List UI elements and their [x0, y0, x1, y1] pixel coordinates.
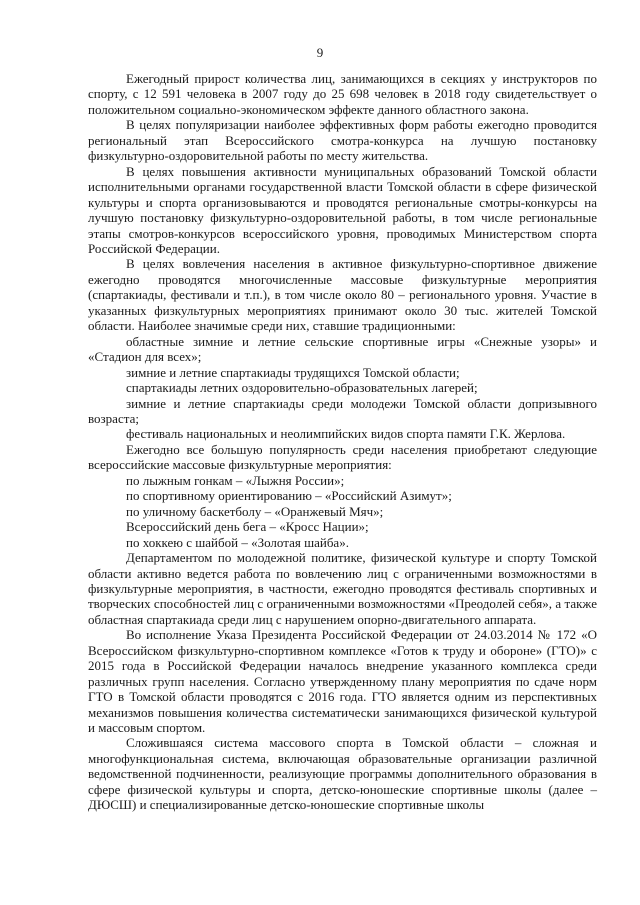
paragraph: Во исполнение Указа Президента Российской Федерации от 24.03.2014 № 172 «О Всероссийском физкультурно-спортивном комплексе «Готов к труду и обороне» (ГТО)» с 2015 года в Российской Федерации началось внедрение указанного комплекса среди различных групп населения. Согласно утвержденному плану мероприятия по сдаче норм ГТО в Томской области проводятся с 2016 года. ГТО является одним из перспективных механизмов повышения количества систематически занимающихся физической культурой и массовым спортом.	[88, 627, 597, 736]
list-item: по уличному баскетболу – «Оранжевый Мяч»;	[126, 503, 384, 519]
list-item: зимние и летние спартакиады среди молодежи Томской области допризывного возраста;	[88, 395, 597, 426]
paragraph: В целях повышения активности муниципальных образований Томской области исполнительными органами государственной власти Томской области в сфере физической культуры и спорта организовываются и проводятся региональные смотры-конкурсы на лучшую постановку физкультурно-оздоровительной работы, в том числе региональные этапы смотров-конкурсов всероссийского уровня, проводимых Министерством спорта Российской Федерации.	[88, 163, 597, 256]
paragraph: Ежегодный прирост количества лиц, занимающихся в секциях у инструкторов по спорту, с 12 591 человека в 2007 году до 25 698 человек в 2018 году свидетельствует о положительном социально-экономическом эффекте данного областного закона.	[88, 71, 597, 117]
list-item: фестиваль национальных и неолимпийских видов спорта памяти Г.К. Жерлова.	[126, 426, 566, 442]
list-item: по хоккею с шайбой – «Золотая шайба».	[126, 534, 349, 550]
list-item: зимние и летние спартакиады трудящихся Томской области;	[126, 364, 460, 380]
list-item: областные зимние и летние сельские спортивные игры «Снежные узоры» и «Стадион для всех»;	[88, 333, 597, 365]
list-item: Всероссийский день бега – «Кросс Нации»;	[126, 519, 369, 535]
paragraph: Ежегодно все большую популярность среди населения приобретают следующие всероссийские массовые физкультурные мероприятия:	[88, 441, 597, 473]
paragraph: В целях популяризации наиболее эффективных форм работы ежегодно проводится региональный этап Всероссийского смотра-конкурса на лучшую постановку физкультурно-оздоровительной работы по месту жительства.	[88, 117, 597, 164]
document-body	[88, 71, 597, 813]
list-item: по спортивному ориентированию – «Российский Азимут»;	[126, 488, 452, 504]
list-item: по лыжным гонкам – «Лыжня России»;	[126, 472, 345, 488]
list-item: спартакиады летних оздоровительно-образовательных лагерей;	[126, 380, 478, 396]
paragraph: Сложившаяся система массового спорта в Томской области – сложная и многофункциональная система, включающая образовательные организации различной ведомственной подчиненности, реализующие программы дополнительного образования в сфере физической культуры и спорта, детско-юношеские спортивные школы (далее – ДЮСШ) и специализированные детско-юношеские спортивные школы	[88, 735, 597, 813]
paragraph: В целях вовлечения населения в активное физкультурно-спортивное движение ежегодно проводятся многочисленные массовые физкультурные мероприятия (спартакиады, фестивали и т.п.), в том числе около 80 – регионального уровня. Участие в указанных физкультурных мероприятиях принимают около 30 тыс. жителей Томской области. Наиболее значимые среди них, ставшие традиционными:	[88, 256, 597, 334]
paragraph: Департаментом по молодежной политике, физической культуре и спорту Томской области активно ведется работа по вовлечению лиц с ограниченными возможностями в физкультурные мероприятия, в частности, ежегодно проводятся фестиваль спортивных и творческих способностей лиц с ограниченными возможностями «Преодолей себя», а также областная спартакиада среди лиц с нарушением опорно-двигательного аппарата.	[88, 550, 597, 627]
page-number: 9	[316, 45, 324, 60]
